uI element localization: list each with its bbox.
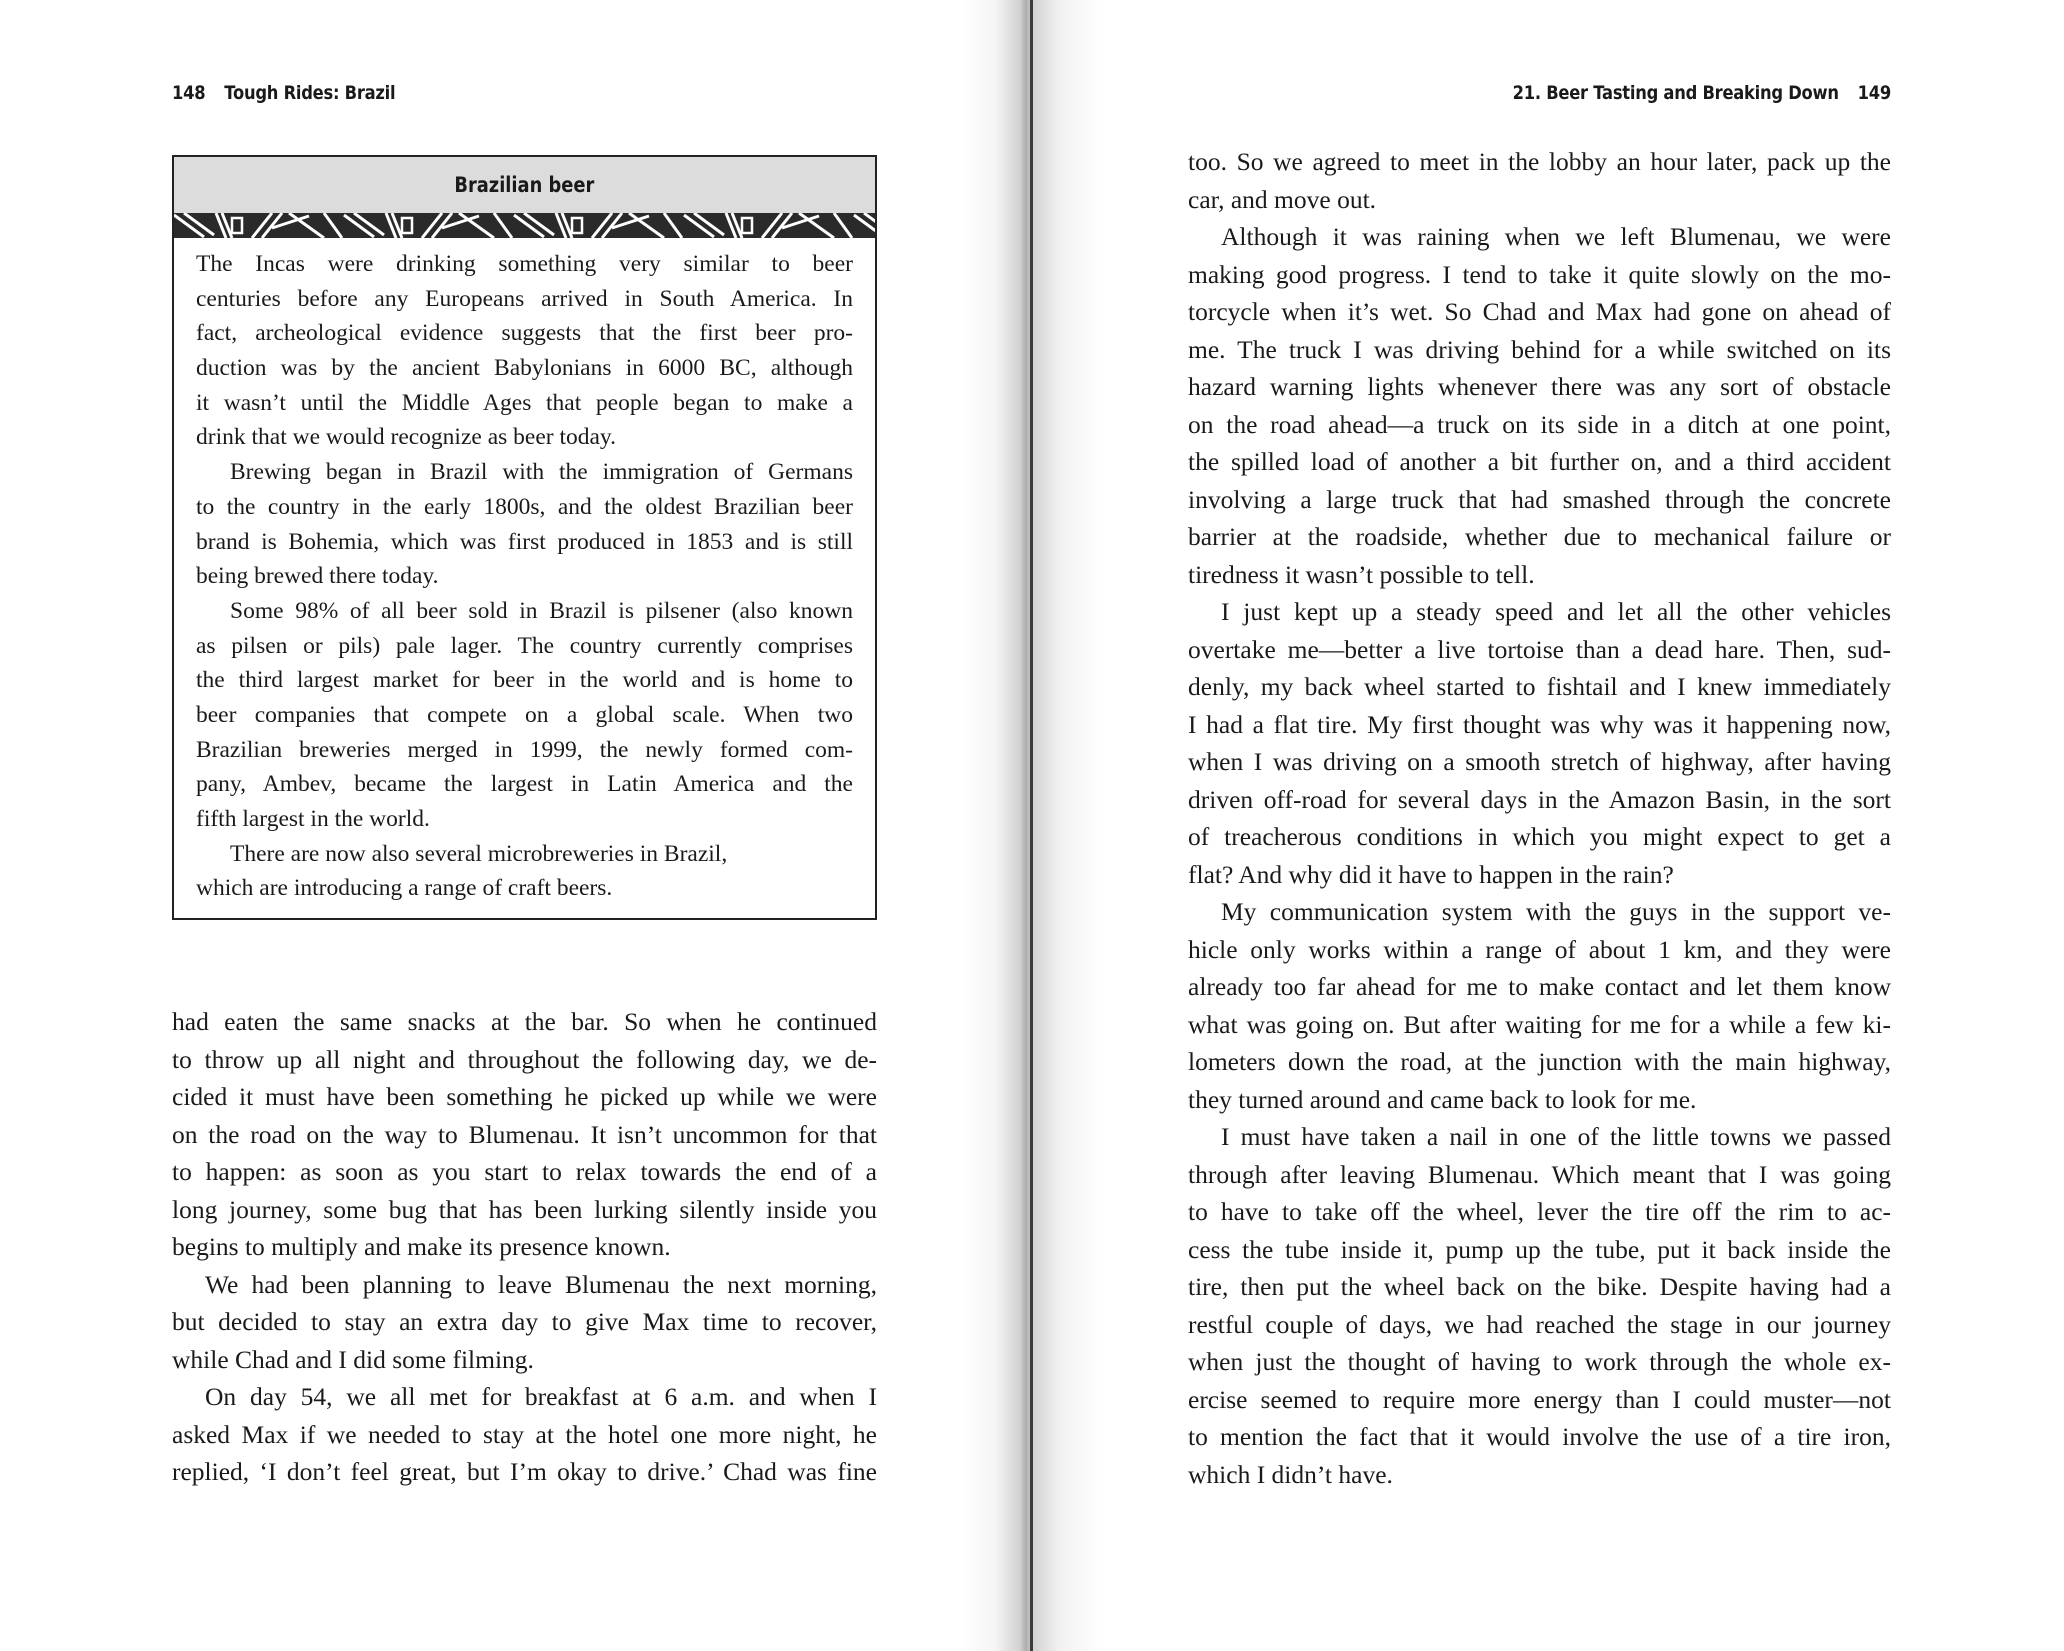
pattern-stroke [742,218,752,233]
pattern-stroke [572,218,582,233]
decorative-pattern-band [174,213,875,238]
text-line: I must have taken a nail in one of the little towns we passed [1221,1122,1891,1151]
pattern-stroke [402,218,412,233]
right-page-number: 149 [1857,82,1891,104]
text-line: the third largest market for beer in the world and is home to [196,667,853,694]
text-line: on the road on the way to Blumenau. It isn’t uncommon for that [172,1119,877,1149]
text-line: to the country in the early 1800s, and the oldest Brazilian beer [196,493,853,520]
right-running-head [1513,82,1891,104]
tribal-pattern-icon [174,213,875,238]
text-line: I just kept up a steady speed and let all the other vehicles [1221,597,1891,626]
text-line: On day 54, we all met for breakfast at 6 a.m. and when I [205,1382,877,1411]
pattern-stroke [422,213,442,238]
text-line: of treacherous conditions in which you might expect to get a [1188,822,1891,851]
pattern-stroke [834,213,852,238]
text-line: through after leaving Blumenau. Which meant that I was going [1188,1159,1891,1189]
text-line: had eaten the same snacks at the bar. So when he continued [172,1007,877,1036]
text-line: overtake me—better a live tortoise than a dead hare. Then, sud- [1188,634,1891,664]
text-line: when I was driving on a smooth stretch of highway, after having [1188,747,1891,776]
text-line: beer companies that compete on a global scale. When two [196,701,853,728]
text-line: long journey, some bug that has been lurking silently inside you [172,1194,877,1224]
text-line: to mention the fact that it would involve the use of a tire iron, [1188,1422,1891,1451]
text-line: Although it was raining when we left Blumenau, we were [1221,222,1891,251]
text-line: hicle only works within a range of about 1 km, and they were [1188,934,1891,964]
text-line: tiredness it wasn’t possible to tell. [1188,559,1535,589]
right-running-title: 21. Beer Tasting and Breaking Down [1512,82,1839,104]
text-line: which are introducing a range of craft beers. [196,875,613,902]
text-line: already too far ahead for me to make contact and let them know [1188,972,1891,1001]
left-running-head [172,82,395,104]
text-line: replied, ‘I don’t feel great, but I’m okay to drive.’ Chad was fine [172,1457,877,1486]
text-line: torcycle when it’s wet. So Chad and Max had gone on ahead of [1188,297,1891,326]
left-running-title: Tough Rides: Brazil [224,82,396,104]
left-page-number: 148 [172,82,206,104]
text-line: on the road ahead—a truck on its side in a ditch at one point, [1188,409,1891,439]
text-line: driven off-road for several days in the Amazon Basin, in the sort [1188,784,1891,814]
text-line: to have to take off the wheel, lever the tire off the rim to ac- [1188,1197,1891,1226]
text-line: asked Max if we needed to stay at the hotel one more night, he [172,1419,877,1449]
text-line: tire, then put the wheel back on the bike. Despite having had a [1188,1272,1891,1301]
text-line: while Chad and I did some filming. [172,1344,534,1374]
text-line: brand is Bohemia, which was first produced in 1853 and is still [196,528,853,555]
text-line: what was going on. But after waiting for me for a while a few ki- [1188,1009,1891,1039]
text-line: car, and move out. [1188,184,1377,214]
pattern-stroke [592,213,612,238]
text-line: We had been planning to leave Blumenau the next morning, [205,1269,877,1299]
pattern-stroke [762,213,782,238]
book-spine [1030,0,1033,1651]
text-line: centuries before any Europeans arrived in South America. In [196,285,853,312]
text-line: involving a large truck that had smashed through the concrete [1188,484,1891,514]
text-line: pany, Ambev, became the largest in Latin America and the [196,771,853,798]
text-line: fact, archeological evidence suggests that the first beer pro- [196,320,853,347]
sidebar-box-brazilian-beer [172,155,877,920]
text-line: duction was by the ancient Babylonians in 6000 BC, although [196,355,853,382]
text-line: I had a flat tire. My first thought was why was it happening now, [1188,709,1891,739]
text-line: drink that we would recognize as beer today. [196,424,617,451]
text-line: but decided to stay an extra day to give Max time to recover, [172,1307,877,1336]
text-line: which I didn’t have. [1188,1459,1393,1489]
text-line: me. The truck I was driving behind for a while switched on its [1188,334,1891,364]
pattern-stroke [664,213,682,238]
text-line: being brewed there today. [196,563,439,590]
text-line: fifth largest in the world. [196,806,430,832]
text-line: My communication system with the guys in the support ve- [1221,897,1891,926]
text-line: flat? And why did it have to happen in the rain? [1188,859,1674,889]
text-line: too. So we agreed to meet in the lobby an hour later, pack up the [1188,147,1891,176]
text-line: Some 98% of all beer sold in Brazil is pilsener (also known [230,597,853,624]
text-line: denly, my back wheel started to fishtail and I knew immediately [1188,672,1891,701]
text-line: as pilsen or pils) pale lager. The country currently comprises [196,632,853,659]
sidebar-title: Brazilian beer [174,157,875,213]
pattern-stroke [494,213,512,238]
text-line: the spilled load of another a bit further on, and a third accident [1188,447,1891,476]
text-line: The Incas were drinking something very similar to beer [196,251,853,277]
text-line: Brewing began in Brazil with the immigration of Germans [230,459,853,486]
text-line: There are now also several microbreweries in Brazil, [230,840,728,867]
text-line: cess the tube inside it, pump up the tube, put it back inside the [1188,1234,1891,1264]
text-line: Brazilian breweries merged in 1999, the newly formed com- [196,736,853,763]
pattern-stroke [324,213,342,238]
pattern-stroke [252,213,272,238]
text-line: hazard warning lights whenever there was any sort of obstacle [1188,372,1891,401]
text-line: barrier at the roadside, whether due to mechanical failure or [1188,522,1891,551]
right-page-body [1188,143,1891,1493]
left-page-body [172,1003,877,1491]
text-line: begins to multiply and make its presence known. [172,1232,671,1261]
text-line: it wasn’t until the Middle Ages that people began to make a [196,389,853,416]
text-line: making good progress. I tend to take it quite slowly on the mo- [1188,259,1891,289]
text-line: when just the thought of having to work through the whole ex- [1188,1347,1891,1376]
text-line: they turned around and came back to look for me. [1188,1084,1697,1114]
pattern-stroke [232,218,242,233]
text-line: to throw up all night and throughout the following day, we de- [172,1044,877,1074]
sidebar-body [174,238,875,906]
text-line: to happen: as soon as you start to relax towards the end of a [172,1157,877,1186]
text-line: restful couple of days, we had reached the stage in our journey [1188,1309,1891,1339]
text-line: ercise seemed to require more energy than I could muster—not [1188,1384,1891,1414]
text-line: lometers down the road, at the junction with the main highway, [1188,1047,1891,1076]
text-line: cided it must have been something he picked up while we were [172,1082,877,1111]
